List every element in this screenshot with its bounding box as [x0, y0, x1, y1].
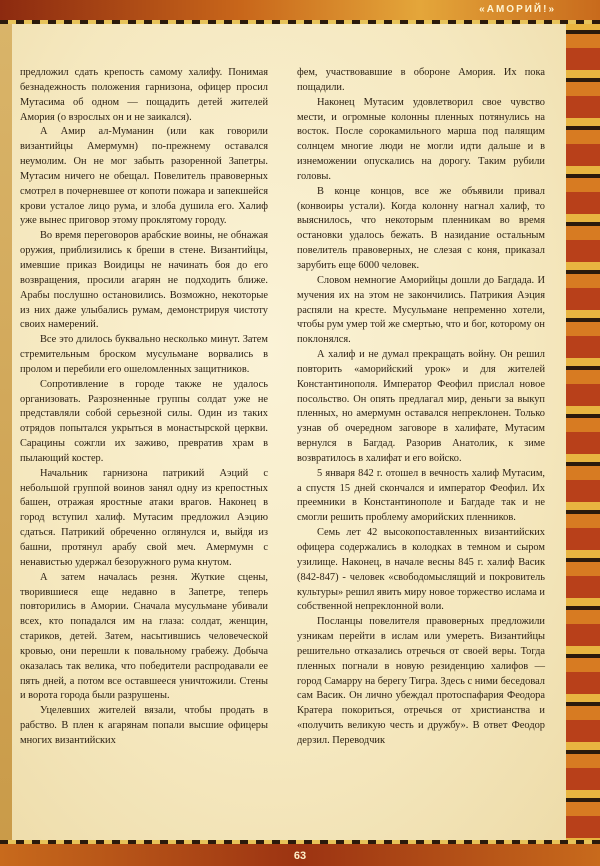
paragraph: 5 января 842 г. отошел в вечность халиф Мутасим, а спустя 15 дней скончался и император Феофил. Их преемники в Константинополе и Багдаде так и не смогли решить проблему аморийских пленников. [297, 467, 545, 524]
right-column [297, 66, 545, 749]
running-header-title: «АМОРИЙ!» [479, 4, 556, 15]
bottom-ornament-band [0, 840, 600, 866]
paragraph: Словом немногие Аморийцы дошли до Багдада. И мучения их на этом не закончились. Патрикия Аэция распяли на кресте. Мусульмане непременно хотели, чтобы рум умер той же смертью, что и бог, которому он поклонялся. [297, 274, 545, 346]
paragraph: фем, участвовавшие в обороне Амория. Их пока пощадили. [297, 67, 545, 93]
paragraph: предложил сдать крепость самому халифу. Понимая безнадежность положения гарнизона, офицер просил Мутасима об одном — пощадить детей жителей Амория (о взрослых он и не заикался). [20, 67, 268, 123]
left-column [20, 66, 268, 749]
page-number: 63 [293, 850, 307, 862]
left-border [0, 24, 12, 866]
paragraph: Уцелевших жителей вязали, чтобы продать в рабство. В плен к агарянам попали высшие офицеры многих византийских [20, 705, 268, 746]
right-ornament [566, 0, 600, 866]
paragraph: В конце концов, все же объявили привал (конвоиры устали). Когда колонну нагнал халиф, то выяснилось, что некоторым пленникам во время остановки удалось бежать. В назидание остальным повелитель правоверных, не слезая с коня, приказал зарубить еще 6000 человек. [297, 185, 545, 271]
paragraph: Посланцы повелителя правоверных предложили узникам перейти в ислам или умереть. Византийцы решительно отказались отречься от своей веры. Тогда пленных погнали в новую резиденцию халифов — город Самарру на берегу Тигра. Здесь с ними беседовал сам Васик. Он лично убеждал протоспафария Феодора Кратера покориться, отречься от христианства и «получить великую честь и дружбу». В ответ Феодор дерзил. Переводчик [297, 616, 545, 746]
paragraph: Наконец Мутасим удовлетворил свое чувство мести, и огромные колонны пленных потянулись на восток. После сорокамильного марша под палящим солнцем многие люди не могли идти дальше и в изнеможении опускались на дорогу. Таким рубили головы. [297, 96, 545, 182]
paragraph: Все это длилось буквально несколько минут. Затем стремительным броском мусульмане ворвались в пролом и перебили его ошеломленных защитников. [20, 334, 268, 375]
paragraph: Во время переговоров арабские воины, не обнажая оружия, приблизились к бреши в стене. Византийцы, имевшие приказ Воидицы не начинать боя до его возвращения, просили агарян не подходить ближе. Арабы послушно остановились. Возможно, некоторые из них даже улыбались румам, демонстрируя чистоту своих намерений. [20, 230, 268, 331]
paragraph: А затем началась резня. Жуткие сцены, творившиеся еще недавно в Запетре, теперь повторились в Амории. Сначала мусульмане убивали всех, кто попадался им на глаза: солдат, женщин, стариков, детей. Затем, насытившись человеческой кровью, они перешли к повальному грабежу. Добыча оказалась так велика, что победители распродавали ее пять дней, а потом все оставшееся уничтожили. Стены и ворота города были разрушены. [20, 571, 268, 702]
paragraph: Начальник гарнизона патрикий Аэций с небольшой группой воинов занял одну из крепостных башен, отражая яростные атаки врагов. Наконец в город вступил халиф. Мутасим предложил Аэцию сдаться. Патрикий обреченно оглянулся и, выйдя из башни, протянул арабу свой меч. Амермумн с ненавистью удержал безоружного рума кнутом. [20, 467, 268, 568]
paragraph: А халиф и не думал прекращать войну. Он решил повторить «аморийский урок» и для жителей Константинополя. Император Феофил прислал новое посольство. Он опять предлагал мир, деньги за выкуп пленных, но амермумн оставался непреклонен. Только узнав об очередном заговоре в халифате, Мутасим вернулся в Багдад. Разорив Анатолик, к зиме возвратилось в халифат и его войско. [297, 349, 545, 464]
paragraph: Сопротивление в городе также не удалось организовать. Разрозненные группы солдат уже не представляли собой серьезной силы. Один из таких отрядов попытался укрыться в монастырской церкви. Сарацины сожгли их заживо, превратив храм в пылающий костер. [20, 378, 268, 464]
paragraph: Семь лет 42 высокопоставленных византийских офицера содержались в колодках в темном и сыром узилище. Наконец, в начале весны 845 г. халиф Васик (842-847) - человек «свободомыслящий и покровитель культуры» решил явить миру новое торжество ислама и собственной непреклонной воли. [297, 527, 545, 613]
paragraph: А Амир ал-Муманин (или как говорили византийцы Амермумн) по-прежнему оставался неумолим. Он не мог забыть разоренной Запетры. Мутасим ничего не обещал. Повелитель правоверных смотрел в почерневшее от копоти пожара и запекшейся крови усталое лицо рума, и злоба душила его. Халиф уже вынес приговор этому проклятому городу. [20, 126, 268, 227]
